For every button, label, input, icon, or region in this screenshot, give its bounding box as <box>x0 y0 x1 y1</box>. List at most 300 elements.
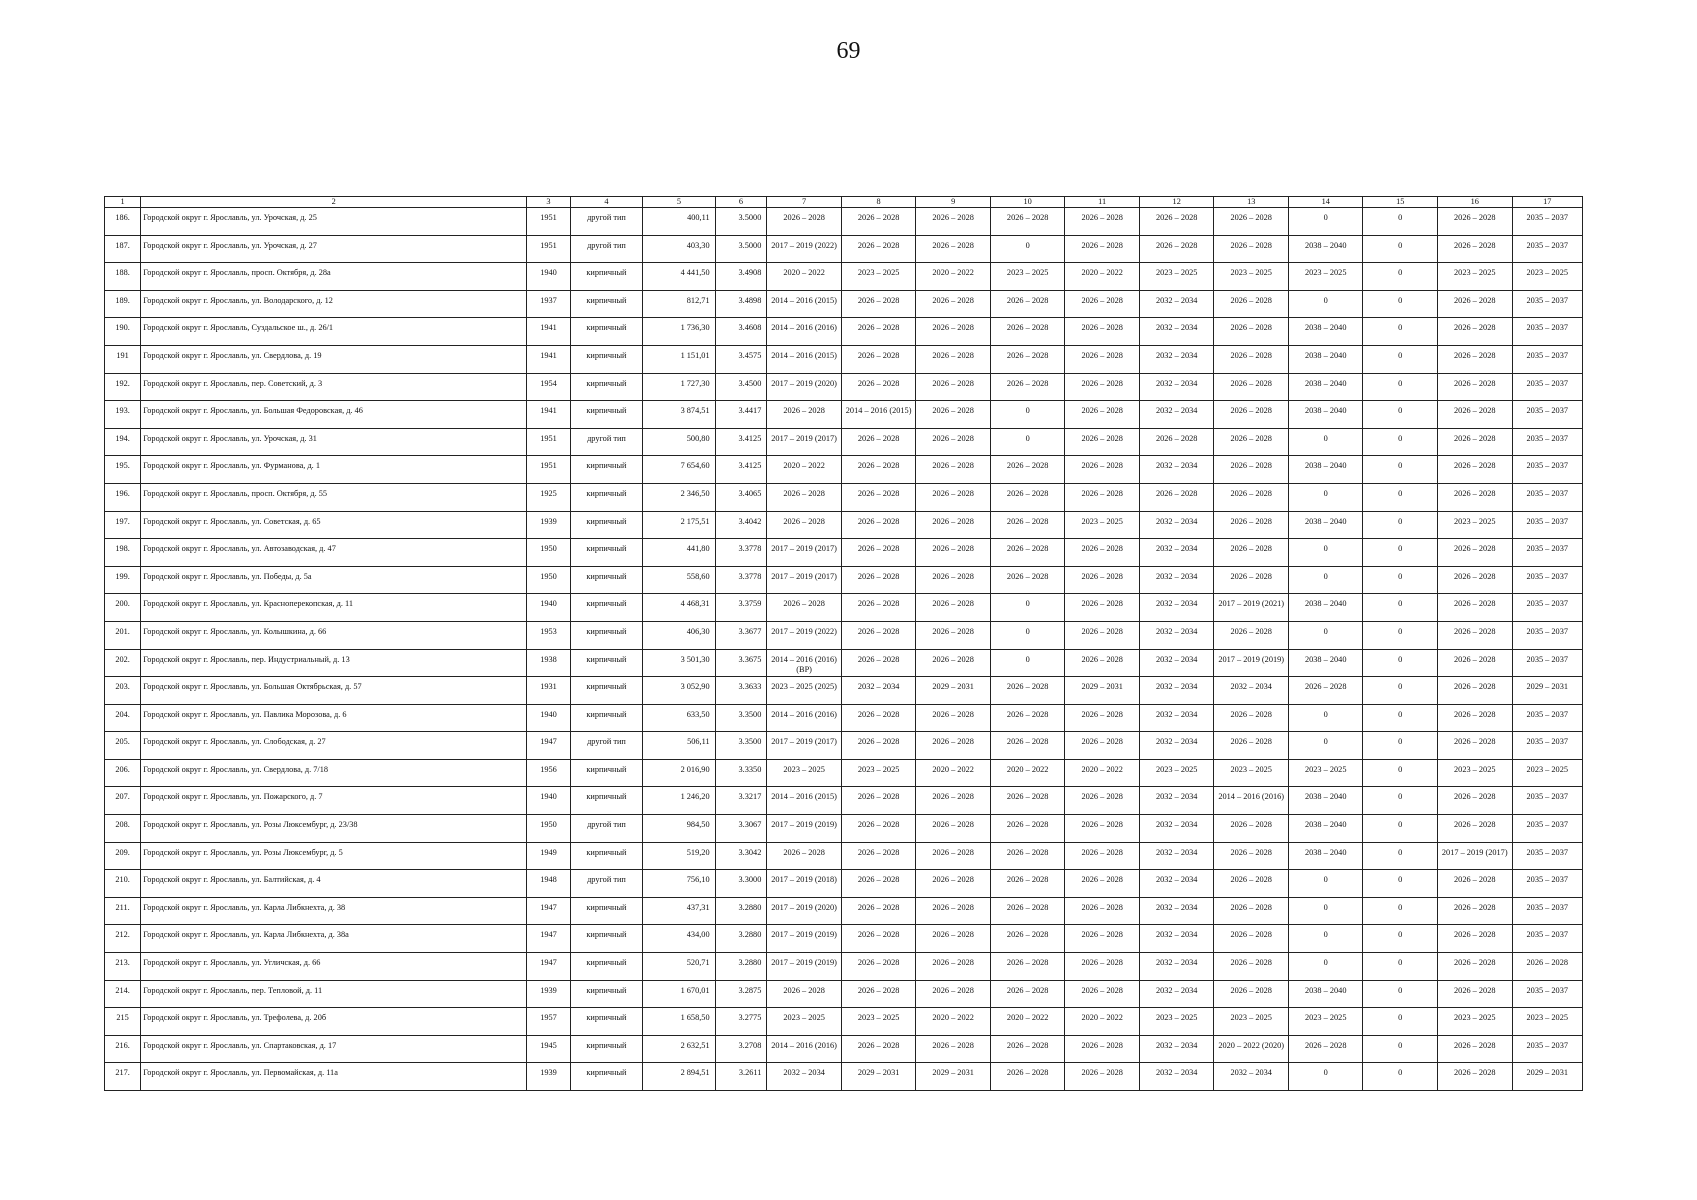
table-cell <box>1438 456 1513 484</box>
table-cell <box>1214 594 1289 622</box>
table-cell <box>141 373 527 401</box>
table-cell <box>141 290 527 318</box>
cell-value: 2035 – 2037 <box>1526 461 1568 471</box>
cell-value: 0 <box>1398 1068 1403 1078</box>
cell-value: 2023 – 2025 <box>1454 764 1496 774</box>
cell-value: 0 <box>1398 516 1403 526</box>
table-cell <box>1065 842 1140 870</box>
table-cell <box>643 511 715 539</box>
table-cell <box>990 539 1065 567</box>
cell-value: 434,00 <box>686 930 710 940</box>
cell-value: 207. <box>115 792 130 802</box>
table-cell <box>715 483 767 511</box>
cell-value: 984,50 <box>686 820 710 830</box>
cell-value: 3.3350 <box>738 764 762 774</box>
table-cell <box>841 897 916 925</box>
table-cell <box>990 428 1065 456</box>
cell-value: 2026 – 2028 <box>1081 709 1123 719</box>
cell-value: Городской округ г. Ярославль, ул. Урочская, д. 25 <box>143 213 317 222</box>
cell-value: 215 <box>116 1013 129 1023</box>
cell-value: 1 727,30 <box>680 378 710 388</box>
cell-value: 2026 – 2028 <box>1454 654 1496 664</box>
table-cell <box>1214 235 1289 263</box>
table-cell <box>527 815 570 843</box>
table-cell <box>841 539 916 567</box>
cell-value: кирпичный <box>586 709 627 719</box>
table-cell <box>1512 621 1582 649</box>
table-cell <box>1363 318 1438 346</box>
table-row <box>105 373 1583 401</box>
cell-value: 2023 – 2025 <box>857 764 900 774</box>
cell-value: Городской округ г. Ярославль, просп. Октября, д. 55 <box>143 488 328 498</box>
cell-value: 2026 – 2028 <box>1454 792 1496 802</box>
cell-value: 2035 – 2037 <box>1526 737 1568 747</box>
table-cell <box>1438 621 1513 649</box>
table-cell <box>1139 594 1214 622</box>
cell-value: 2026 – 2028 <box>1006 682 1049 692</box>
table-cell <box>141 870 527 898</box>
table-cell <box>570 235 642 263</box>
table-cell <box>916 566 991 594</box>
cell-value: 2026 – 2028 <box>857 902 900 912</box>
table-cell <box>1139 953 1214 981</box>
cell-value: 2017 – 2019 (2019) <box>1218 654 1285 664</box>
cell-value: другой тип <box>587 737 626 747</box>
cell-value: 2026 – 2028 <box>932 350 974 360</box>
cell-value: 2026 – 2028 <box>1081 406 1123 416</box>
table-cell <box>767 815 842 843</box>
cell-value: 3.3500 <box>738 709 762 719</box>
table-cell <box>715 621 767 649</box>
cell-value: 2026 – 2028 <box>857 378 900 388</box>
table-cell <box>105 677 141 705</box>
table-cell <box>841 1008 916 1036</box>
cell-value: 2 894,51 <box>680 1068 710 1078</box>
cell-value: 205. <box>115 737 130 747</box>
cell-value: 2026 – 2028 <box>1006 571 1049 581</box>
cell-value: 2032 – 2034 <box>1155 847 1198 857</box>
table-cell <box>841 649 916 677</box>
cell-value: 2032 – 2034 <box>1155 516 1198 526</box>
table-cell <box>1363 428 1438 456</box>
table-cell <box>1512 318 1582 346</box>
table-cell <box>1139 428 1214 456</box>
table-cell <box>1214 1063 1289 1091</box>
table-cell <box>141 1035 527 1063</box>
table-cell <box>141 539 527 567</box>
cell-value: 2026 – 2028 <box>1081 985 1123 995</box>
table-cell <box>990 953 1065 981</box>
cell-value: 1 151,01 <box>680 350 710 360</box>
cell-value: 2038 – 2040 <box>1304 654 1347 664</box>
table-cell <box>105 732 141 760</box>
cell-value: 2014 – 2016 (2016) (ВР) <box>771 654 837 674</box>
table-cell <box>1438 677 1513 705</box>
cell-value: 0 <box>1398 461 1403 471</box>
table-cell <box>1139 815 1214 843</box>
table-cell <box>570 842 642 870</box>
table-cell <box>715 1035 767 1063</box>
table-cell <box>841 401 916 429</box>
table-cell <box>527 925 570 953</box>
cell-value: кирпичный <box>586 902 627 912</box>
cell-value: 2017 – 2019 (2022) <box>771 240 837 250</box>
cell-value: 3.3675 <box>738 654 762 664</box>
table-cell <box>1288 870 1363 898</box>
table-cell <box>1512 815 1582 843</box>
table-cell <box>1512 842 1582 870</box>
cell-value: 2026 – 2028 <box>857 323 900 333</box>
table-cell <box>1512 1063 1582 1091</box>
table-cell <box>1438 345 1513 373</box>
table-row <box>105 290 1583 318</box>
table-cell <box>570 677 642 705</box>
cell-value: 214. <box>115 985 130 995</box>
table-cell <box>841 235 916 263</box>
cell-value: 1 670,01 <box>680 985 710 995</box>
cell-value: 2026 – 2028 <box>1081 1040 1123 1050</box>
table-cell <box>105 842 141 870</box>
table-row <box>105 539 1583 567</box>
table-cell <box>916 677 991 705</box>
table-cell <box>715 897 767 925</box>
cell-value: 0 <box>1323 958 1328 968</box>
cell-value: 209. <box>115 847 130 857</box>
table-cell <box>1214 1008 1289 1036</box>
table-cell <box>570 759 642 787</box>
cell-value: 1951 <box>540 461 557 471</box>
table-cell <box>715 594 767 622</box>
table-cell <box>141 677 527 705</box>
table-row <box>105 566 1583 594</box>
cell-value: 2 346,50 <box>680 488 710 498</box>
cell-value: 2014 – 2016 (2016) <box>771 1040 837 1050</box>
cell-value: 3.4908 <box>738 268 762 278</box>
cell-value: 3.3778 <box>738 544 762 554</box>
cell-value: 0 <box>1323 213 1328 222</box>
cell-value: Городской округ г. Ярославль, ул. Победы, д. 5а <box>143 571 312 581</box>
table-cell <box>1512 511 1582 539</box>
cell-value: 2017 – 2019 (2017) <box>771 737 837 747</box>
table-cell <box>1065 566 1140 594</box>
cell-value: 3.5000 <box>738 213 762 222</box>
table-cell <box>643 263 715 291</box>
table-cell <box>916 1035 991 1063</box>
cell-value: 2026 – 2028 <box>1454 406 1496 416</box>
cell-value: 2026 – 2028 <box>783 847 825 857</box>
table-cell <box>527 870 570 898</box>
table-cell <box>1065 732 1140 760</box>
table-row <box>105 511 1583 539</box>
table-cell <box>570 1063 642 1091</box>
cell-value: 198. <box>115 544 130 554</box>
cell-value: 2026 – 2028 <box>1454 433 1496 443</box>
table-cell <box>1438 1035 1513 1063</box>
cell-value: 0 <box>1398 1013 1403 1023</box>
cell-value: 2023 – 2025 <box>1230 764 1272 774</box>
table-cell <box>1139 787 1214 815</box>
cell-value: кирпичный <box>586 461 627 471</box>
cell-value: кирпичный <box>586 1013 627 1023</box>
cell-value: 2026 – 2028 <box>932 433 974 443</box>
cell-value: 3.4608 <box>738 323 762 333</box>
table-cell <box>1288 980 1363 1008</box>
table-cell <box>570 1008 642 1036</box>
table-cell <box>570 373 642 401</box>
cell-value: 3.2880 <box>738 930 762 940</box>
cell-value: 2032 – 2034 <box>1155 599 1198 609</box>
cell-value: 2026 – 2028 <box>1081 792 1123 802</box>
table-cell <box>767 897 842 925</box>
table-cell <box>105 594 141 622</box>
table-cell <box>527 980 570 1008</box>
table-cell <box>1214 980 1289 1008</box>
table-cell <box>916 787 991 815</box>
cell-value: 406,30 <box>686 626 710 636</box>
table-cell <box>570 704 642 732</box>
cell-value: 2029 – 2031 <box>932 682 974 692</box>
cell-value: 2026 – 2028 <box>1230 737 1272 747</box>
cell-value: 3.2875 <box>738 985 762 995</box>
cell-value: 2032 – 2034 <box>1155 544 1198 554</box>
table-row <box>105 401 1583 429</box>
table-cell <box>916 263 991 291</box>
cell-value: 3.3000 <box>738 875 762 885</box>
table-cell <box>643 897 715 925</box>
cell-value: 2026 – 2028 <box>1155 433 1198 443</box>
table-cell <box>105 1035 141 1063</box>
table-cell <box>1363 980 1438 1008</box>
cell-value: 2023 – 2025 <box>1304 268 1347 278</box>
cell-value: Городской округ г. Ярославль, ул. Первомайская, д. 11а <box>143 1068 338 1078</box>
table-cell <box>1288 428 1363 456</box>
table-cell <box>141 815 527 843</box>
cell-value: 1939 <box>540 1068 557 1078</box>
table-cell <box>141 897 527 925</box>
table-cell <box>715 208 767 236</box>
cell-value: 2035 – 2037 <box>1526 516 1568 526</box>
cell-value: Городской округ г. Ярославль, ул. Розы Люксембург, д. 23/38 <box>143 820 358 830</box>
cell-value: 0 <box>1025 433 1030 443</box>
table-cell <box>105 345 141 373</box>
table-cell <box>715 235 767 263</box>
table-cell <box>643 594 715 622</box>
table-cell <box>141 566 527 594</box>
table-cell <box>715 787 767 815</box>
table-cell <box>1288 842 1363 870</box>
cell-value: 2023 – 2025 <box>857 268 900 278</box>
cell-value: 2026 – 2028 <box>857 847 900 857</box>
table-cell <box>1363 290 1438 318</box>
table-cell <box>767 649 842 677</box>
cell-value: Городской округ г. Ярославль, ул. Урочская, д. 31 <box>143 433 317 443</box>
cell-value: кирпичный <box>586 323 627 333</box>
cell-value: 2026 – 2028 <box>1081 930 1123 940</box>
table-cell <box>990 1008 1065 1036</box>
table-cell <box>715 263 767 291</box>
table-cell <box>643 1063 715 1091</box>
table-cell <box>643 208 715 236</box>
table-cell <box>1139 897 1214 925</box>
table-cell <box>715 511 767 539</box>
cell-value: 2026 – 2028 <box>1006 792 1049 802</box>
cell-value: 2026 – 2028 <box>1230 875 1272 885</box>
cell-value: 3.3677 <box>738 626 762 636</box>
cell-value: 2032 – 2034 <box>1155 958 1198 968</box>
table-cell <box>105 290 141 318</box>
cell-value: 2038 – 2040 <box>1304 516 1347 526</box>
table-cell <box>841 566 916 594</box>
cell-value: 2026 – 2028 <box>857 737 900 747</box>
table-cell <box>916 1008 991 1036</box>
cell-value: 197. <box>115 516 130 526</box>
table-cell <box>1139 1008 1214 1036</box>
table-cell <box>1139 263 1214 291</box>
table-cell <box>1139 677 1214 705</box>
table-cell <box>141 456 527 484</box>
cell-value: 3.3633 <box>738 682 762 692</box>
table-cell <box>1438 980 1513 1008</box>
table-cell <box>715 373 767 401</box>
cell-value: Городской округ г. Ярославль, ул. Спартаковская, д. 17 <box>143 1040 337 1050</box>
cell-value: 0 <box>1398 323 1403 333</box>
cell-value: 2026 – 2028 <box>1081 461 1123 471</box>
cell-value: 2026 – 2028 <box>1230 930 1272 940</box>
table-cell <box>841 456 916 484</box>
table-cell <box>1363 263 1438 291</box>
cell-value: 2026 – 2028 <box>857 213 900 222</box>
cell-value: 2038 – 2040 <box>1304 461 1347 471</box>
cell-value: 2 175,51 <box>680 516 710 526</box>
table-cell <box>990 842 1065 870</box>
table-cell <box>1438 1063 1513 1091</box>
table-cell <box>916 208 991 236</box>
table-cell <box>527 732 570 760</box>
cell-value: 1931 <box>540 682 557 692</box>
table-cell <box>1065 759 1140 787</box>
table-cell <box>1512 732 1582 760</box>
cell-value: 2029 – 2031 <box>1526 682 1568 692</box>
table-cell <box>1065 677 1140 705</box>
table-cell <box>1065 953 1140 981</box>
cell-value: 2026 – 2028 <box>1454 737 1496 747</box>
table-cell <box>841 621 916 649</box>
cell-value: 2026 – 2028 <box>1006 847 1049 857</box>
cell-value: 3.2775 <box>738 1013 762 1023</box>
cell-value: 186. <box>115 213 130 222</box>
table-cell <box>1065 925 1140 953</box>
table-row <box>105 925 1583 953</box>
cell-value: 0 <box>1398 240 1403 250</box>
table-cell <box>1512 290 1582 318</box>
cell-value: 2035 – 2037 <box>1526 875 1568 885</box>
cell-value: 2026 – 2028 <box>932 240 974 250</box>
table-cell <box>105 318 141 346</box>
table-cell <box>643 870 715 898</box>
cell-value: 1939 <box>540 985 557 995</box>
table-cell <box>105 980 141 1008</box>
table-cell <box>527 208 570 236</box>
cell-value: 2026 – 2028 <box>1006 544 1049 554</box>
cell-value: 2026 – 2028 <box>1006 985 1049 995</box>
cell-value: 2026 – 2028 <box>1304 1040 1347 1050</box>
cell-value: 2029 – 2031 <box>857 1068 900 1078</box>
table-cell <box>141 925 527 953</box>
column-header: 10 <box>990 197 1065 208</box>
table-cell <box>1438 925 1513 953</box>
cell-value: 2026 – 2028 <box>857 488 900 498</box>
table-cell <box>1065 649 1140 677</box>
table-cell <box>1139 373 1214 401</box>
cell-value: 2026 – 2028 <box>1006 820 1049 830</box>
cell-value: 2029 – 2031 <box>1526 1068 1568 1078</box>
cell-value: 0 <box>1323 930 1328 940</box>
table-cell <box>1288 1063 1363 1091</box>
table-cell <box>1363 566 1438 594</box>
cell-value: кирпичный <box>586 626 627 636</box>
table-cell <box>767 953 842 981</box>
cell-value: 2026 – 2028 <box>857 295 900 305</box>
table-cell <box>643 621 715 649</box>
table-cell <box>1214 897 1289 925</box>
cell-value: 2026 – 2028 <box>1230 378 1272 388</box>
cell-value: Городской округ г. Ярославль, ул. Карла Либкнехта, д. 38а <box>143 930 349 940</box>
cell-value: 0 <box>1398 709 1403 719</box>
cell-value: 2026 – 2028 <box>932 571 974 581</box>
table-cell <box>1288 483 1363 511</box>
cell-value: 1939 <box>540 516 557 526</box>
table-cell <box>1363 1035 1438 1063</box>
table-cell <box>916 870 991 898</box>
cell-value: 0 <box>1398 985 1403 995</box>
table-cell <box>1288 373 1363 401</box>
table-cell <box>1139 1035 1214 1063</box>
cell-value: Городской округ г. Ярославль, ул. Большая Октябрьская, д. 57 <box>143 682 362 692</box>
cell-value: 2014 – 2016 (2016) <box>1218 792 1285 802</box>
cell-value: 2026 – 2028 <box>1081 544 1123 554</box>
cell-value: 0 <box>1398 654 1403 664</box>
table-cell <box>105 815 141 843</box>
cell-value: 2026 – 2028 <box>1454 958 1496 968</box>
cell-value: 1940 <box>540 268 557 278</box>
table-cell <box>570 456 642 484</box>
table-cell <box>916 704 991 732</box>
cell-value: кирпичный <box>586 985 627 995</box>
cell-value: 2026 – 2028 <box>857 571 900 581</box>
cell-value: 2032 – 2034 <box>1155 709 1198 719</box>
cell-value: 2026 – 2028 <box>932 461 974 471</box>
table-cell <box>527 290 570 318</box>
table-body <box>105 208 1583 1091</box>
cell-value: 3.3217 <box>738 792 762 802</box>
table-cell <box>990 815 1065 843</box>
table-cell <box>841 345 916 373</box>
table-cell <box>916 925 991 953</box>
table-cell <box>1438 290 1513 318</box>
table-cell <box>1214 263 1289 291</box>
table-cell <box>916 290 991 318</box>
table-cell <box>1512 208 1582 236</box>
cell-value: 2014 – 2016 (2015) <box>845 406 912 416</box>
table-cell <box>1139 704 1214 732</box>
table-cell <box>1363 925 1438 953</box>
cell-value: 2026 – 2028 <box>1454 902 1496 912</box>
cell-value: 3.2880 <box>738 902 762 912</box>
table-row <box>105 732 1583 760</box>
cell-value: 2026 – 2028 <box>1230 516 1272 526</box>
table-cell <box>916 235 991 263</box>
cell-value: 0 <box>1398 847 1403 857</box>
